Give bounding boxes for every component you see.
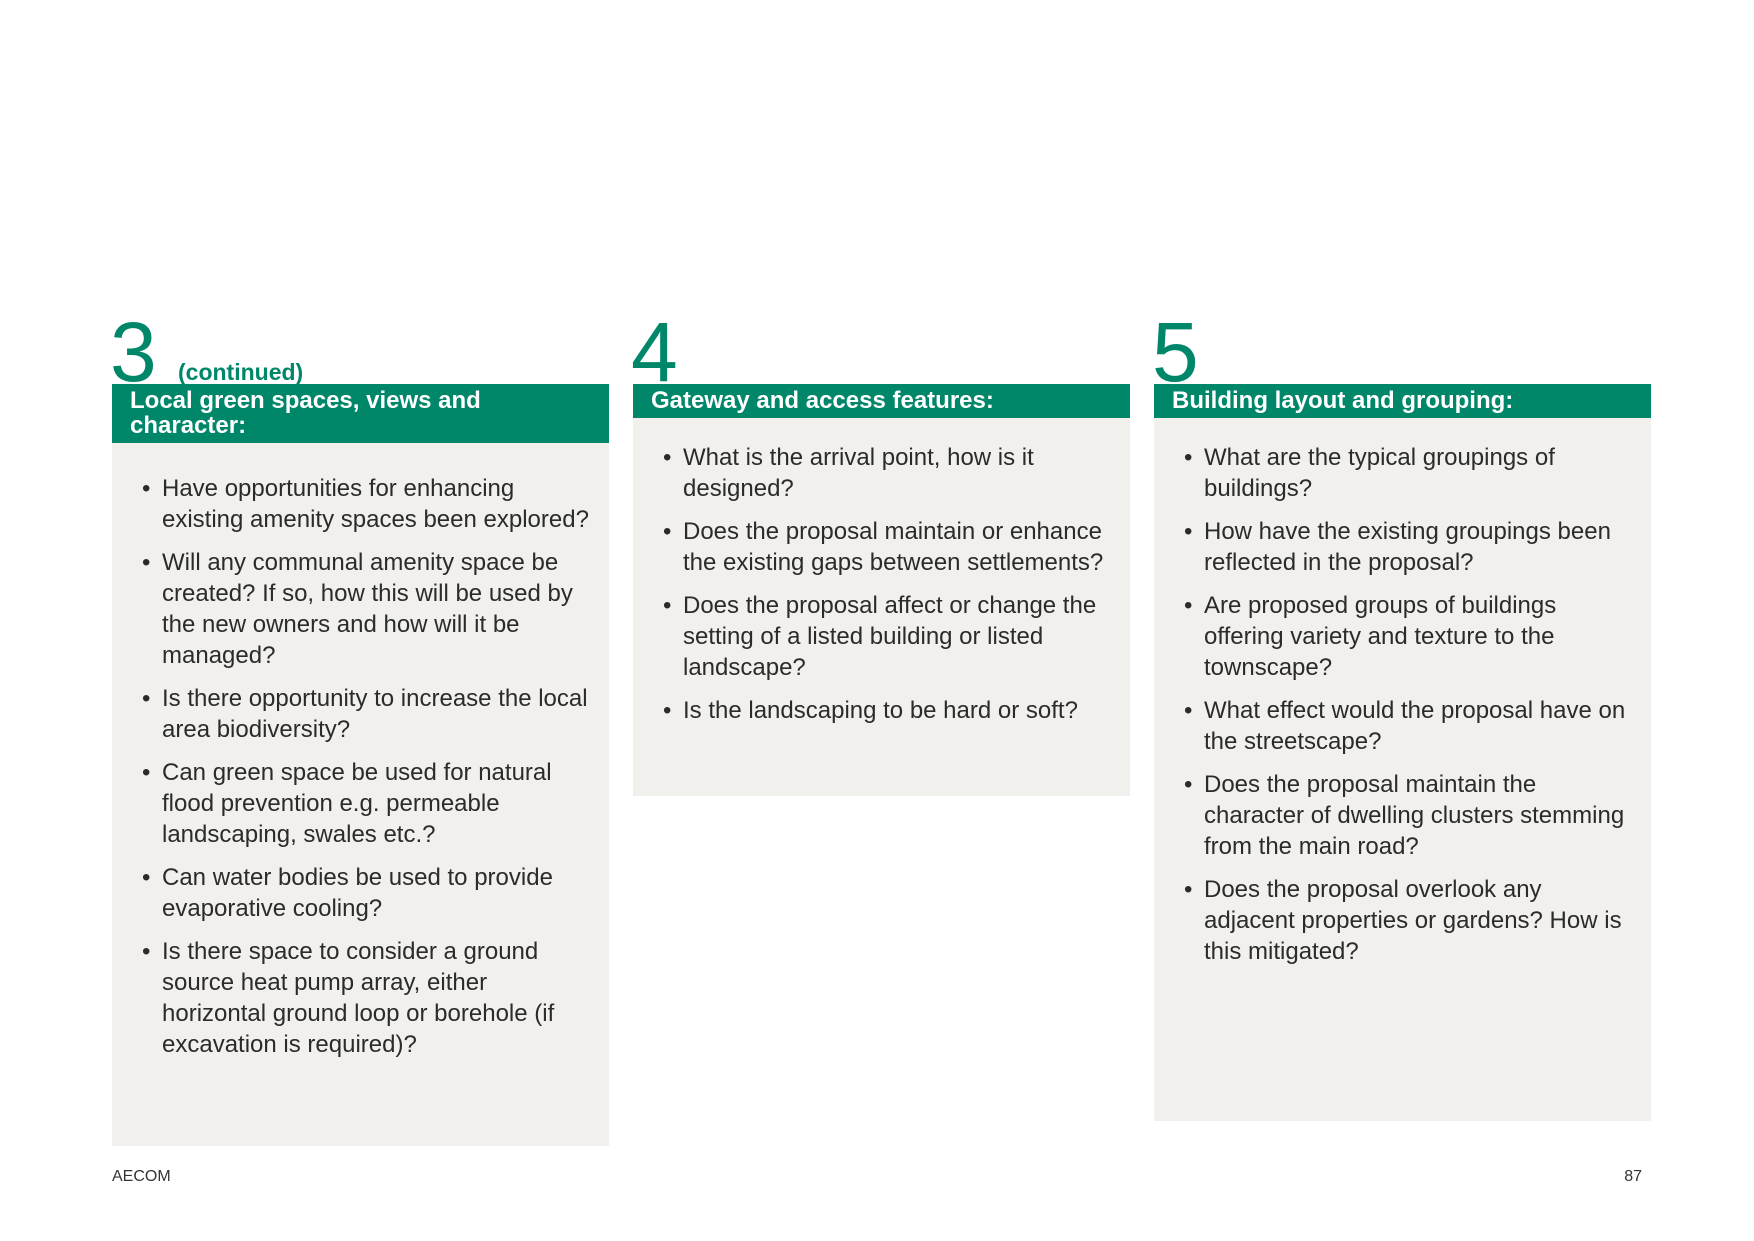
section-3-heading: Local green spaces, views and character: xyxy=(112,384,609,443)
bullet-icon: • xyxy=(663,592,672,619)
bullet-icon: • xyxy=(1184,697,1193,724)
list-item xyxy=(663,442,1110,504)
section-4-panel xyxy=(633,418,1130,796)
list-item-text: What effect would the proposal have on the streetscape? xyxy=(1204,697,1626,755)
bullet-icon: • xyxy=(142,938,151,965)
list-item xyxy=(1184,769,1631,862)
section-3-panel xyxy=(112,443,609,1146)
section-4-column xyxy=(633,300,1130,796)
section-4-heading: Gateway and access features: xyxy=(633,384,1130,418)
list-item-text: Can green space be used for natural flood prevention e.g. permeable landscaping, swales etc.? xyxy=(162,759,552,848)
bullet-icon: • xyxy=(142,549,151,576)
section-4-number-row xyxy=(631,300,1130,399)
bullet-icon: • xyxy=(1184,518,1193,545)
bullet-icon: • xyxy=(1184,592,1193,619)
list-item-text: Is there space to consider a ground source heat pump array, either horizontal ground loop or borehole (if excavation is required)? xyxy=(162,938,555,1058)
list-item-text: Can water bodies be used to provide evaporative cooling? xyxy=(162,864,553,922)
list-item-text: Does the proposal maintain or enhance the existing gaps between settlements? xyxy=(683,518,1104,576)
list-item-text: How have the existing groupings been reflected in the proposal? xyxy=(1204,518,1611,576)
list-item xyxy=(142,547,589,671)
footer-brand: AECOM xyxy=(112,1168,171,1185)
bullet-icon: • xyxy=(142,475,151,502)
section-5-column xyxy=(1154,300,1651,1121)
list-item xyxy=(663,590,1110,683)
bullet-icon: • xyxy=(1184,876,1193,903)
list-item xyxy=(142,862,589,924)
section-3-number: 3 xyxy=(110,305,157,399)
section-4-list xyxy=(663,442,1110,726)
list-item-text: Does the proposal affect or change the setting of a listed building or listed landscape? xyxy=(683,592,1097,681)
list-item xyxy=(1184,516,1631,578)
section-5-number: 5 xyxy=(1152,305,1199,399)
list-item-text: Is the landscaping to be hard or soft? xyxy=(683,697,1078,724)
section-5-number-row xyxy=(1152,300,1651,399)
list-item xyxy=(1184,442,1631,504)
bullet-icon: • xyxy=(663,518,672,545)
list-item-text: Is there opportunity to increase the local area biodiversity? xyxy=(162,685,588,743)
section-3-continued-label: (continued) xyxy=(178,359,304,385)
list-item xyxy=(142,757,589,850)
list-item-text: Does the proposal overlook any adjacent properties or gardens? How is this mitigated? xyxy=(1204,876,1622,965)
bullet-icon: • xyxy=(663,697,672,724)
page-number: 87 xyxy=(1624,1168,1642,1185)
section-4-number: 4 xyxy=(631,305,678,399)
section-5-panel xyxy=(1154,418,1651,1121)
bullet-icon: • xyxy=(142,685,151,712)
bullet-icon: • xyxy=(663,444,672,471)
list-item-text: What is the arrival point, how is it designed? xyxy=(683,444,1034,502)
bullet-icon: • xyxy=(1184,444,1193,471)
section-3-number-row xyxy=(110,300,609,399)
section-5-list xyxy=(1184,442,1631,967)
section-3-list xyxy=(142,473,589,1060)
section-3-column xyxy=(112,300,609,1146)
list-item xyxy=(1184,695,1631,757)
list-item xyxy=(142,473,589,535)
list-item xyxy=(142,683,589,745)
bullet-icon: • xyxy=(1184,771,1193,798)
list-item-text: Does the proposal maintain the character of dwelling clusters stemming from the main road? xyxy=(1204,771,1625,860)
list-item-text: Are proposed groups of buildings offering variety and texture to the townscape? xyxy=(1204,592,1557,681)
bullet-icon: • xyxy=(142,864,151,891)
list-item-text: Have opportunities for enhancing existing amenity spaces been explored? xyxy=(162,475,589,533)
list-item-text: What are the typical groupings of buildings? xyxy=(1204,444,1555,502)
list-item xyxy=(1184,874,1631,967)
list-item xyxy=(663,516,1110,578)
list-item xyxy=(1184,590,1631,683)
list-item-text: Will any communal amenity space be created? If so, how this will be used by the new owners and how will it be managed? xyxy=(162,549,573,669)
list-item xyxy=(142,936,589,1060)
bullet-icon: • xyxy=(142,759,151,786)
list-item xyxy=(663,695,1110,726)
section-5-heading: Building layout and grouping: xyxy=(1154,384,1651,418)
